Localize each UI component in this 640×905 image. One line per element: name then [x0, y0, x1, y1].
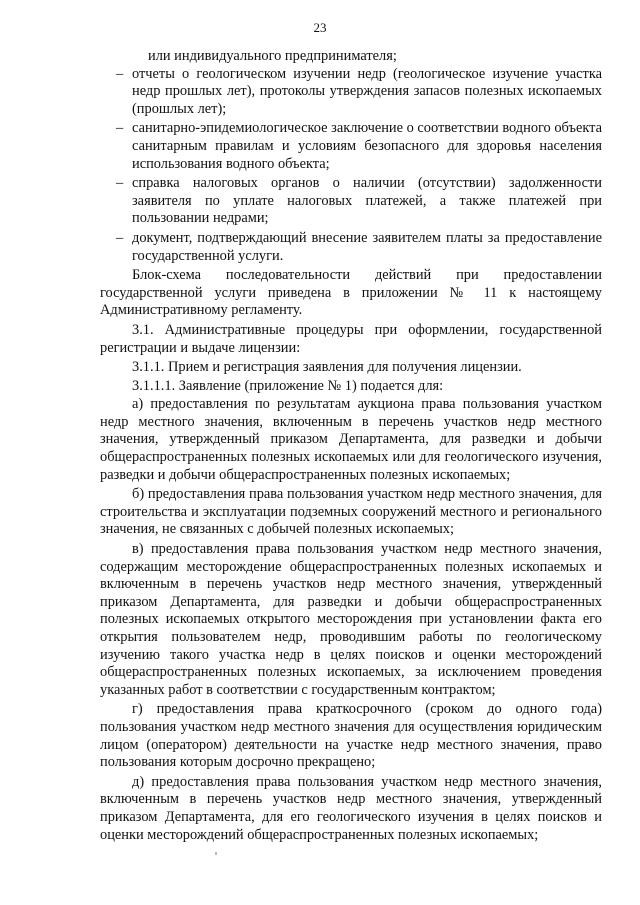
paragraph-item-g: г) предоставления права краткосрочного (сроком до одного года) пользования участком недр местного значения для осуществления юридическим лицом (оператором) деятельности на участке недр местного значения, право пользования которым досрочно прекращено; — [100, 701, 602, 771]
page-number: 23 — [313, 20, 327, 35]
bullet-dash: – — [116, 175, 124, 192]
paragraph-section-3-1-1: 3.1.1. Прием и регистрация заявления для получения лицензии. — [132, 359, 522, 376]
bullet-item — [100, 175, 602, 228]
bullet-item — [100, 230, 602, 265]
bullet-item — [100, 66, 602, 119]
paragraph-flowchart-reference: Блок-схема последовательности действий при предоставлении государственной услуги приведена в приложении № 11 к настоящему Административному регламенту. — [100, 267, 602, 319]
paragraph-item-d: д) предоставления права пользования участком недр местного значения, включенным в перечень участков недр местного значения, утвержденный приказом Департамента, для его геологического изучения в целях поисков и оценки месторождений общераспространенных полезных ископаемых; — [100, 773, 602, 843]
bullet-text: справка налоговых органов о наличии (отсутствии) задолженности заявителя по уплате налоговых платежей, а также платежей при пользовании недрами; — [132, 175, 602, 227]
bullet-dash: – — [116, 65, 124, 82]
continuation-line: или индивидуального предпринимателя; — [148, 48, 397, 64]
bullet-text: документ, подтверждающий внесение заявителем платы за предоставление государственной услуги. — [132, 229, 602, 264]
scan-speck — [215, 852, 217, 855]
paragraph-item-b: б) предоставления права пользования участком недр местного значения, для строительства и эксплуатации подземных сооружений местного и регионального значения, не связанных с добычей полезных ископаемых; — [100, 486, 602, 538]
paragraph-section-3-1-1-1: 3.1.1.1. Заявление (приложение № 1) подается для: — [132, 377, 444, 394]
bullet-text: отчеты о геологическом изучении недр (геологическое изучение участка недр прошлых лет), протоколы утверждения запасов полезных ископаемых (прошлых лет); — [132, 65, 602, 117]
paragraph-item-a: а) предоставления по результатам аукциона права пользования участком недр местного значения, включенным в перечень участков недр местного значения, утвержденный приказом Департамента, для разведки и добычи общераспространенных полезных ископаемых или для геологического изучения, разведки и добычи общераспространенных полезных ископаемых; — [100, 396, 602, 483]
page-content — [100, 48, 602, 846]
bullet-dash: – — [116, 229, 124, 246]
paragraph-section-3-1: 3.1. Административные процедуры при оформлении, государственной регистрации и выдаче лицензии: — [100, 321, 602, 356]
bullet-dash: – — [116, 120, 124, 137]
bullet-text: санитарно-эпидемиологическое заключение о соответствии водного объекта санитарным правилам и условиям безопасного для здоровья населения использования водного объекта; — [132, 120, 602, 172]
bullet-item — [100, 120, 602, 173]
paragraph-item-v: в) предоставления права пользования участком недр местного значения, содержащим месторождение общераспространенных полезных ископаемых и включенным в перечень участков недр местного значения, утвержденный приказом Департамента, для разведки и добычи общераспространенных полезных ископаемых открытого месторождения при установлении факта его открытия пользователем недр, проводившим работы по геологическому изучению такого участка недр в целях поисков и оценки месторождений общераспространенных полезных ископаемых, за исключением проведения указанных работ в соответствии с государственным контрактом; — [100, 541, 602, 698]
